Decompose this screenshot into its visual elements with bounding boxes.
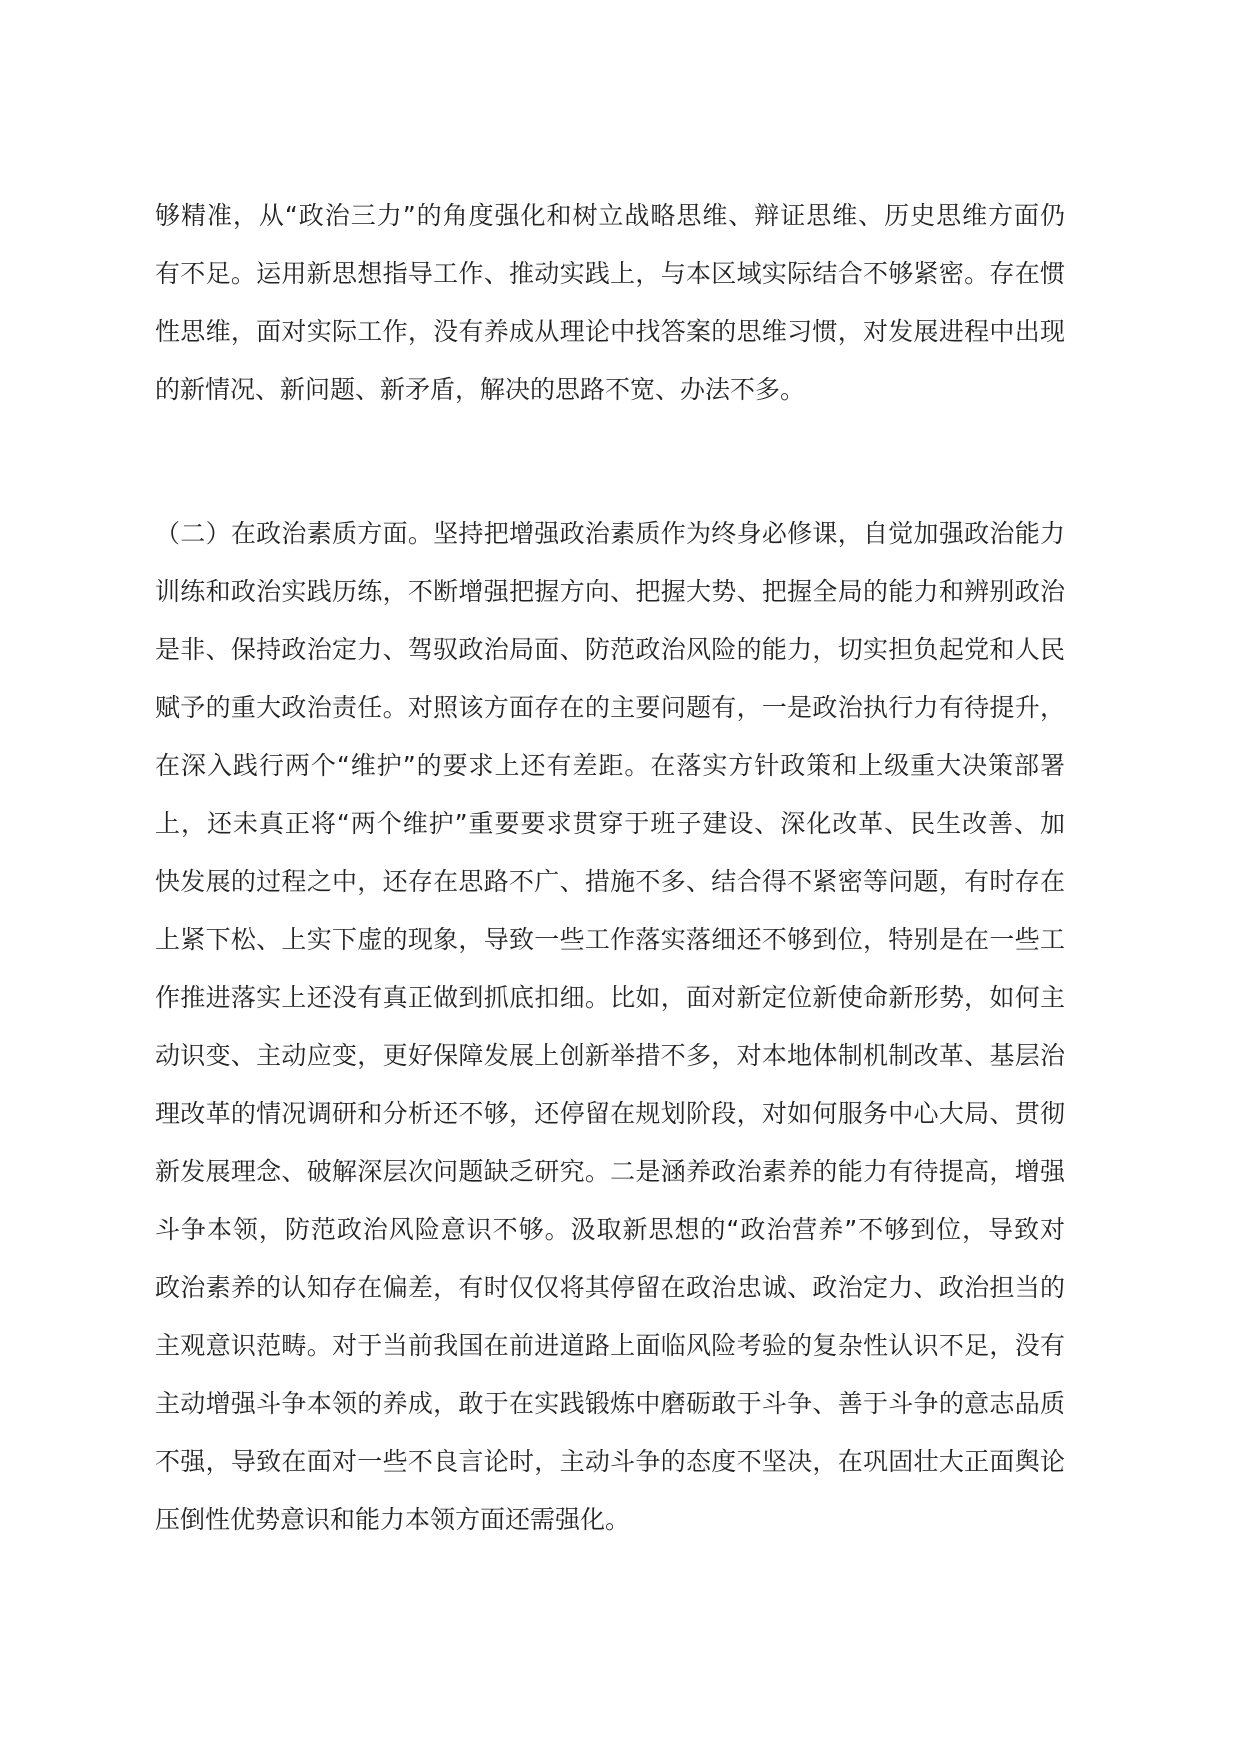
text-line: 新发展理念、破解深层次问题缺乏研究。二是涵养政治素养的能力有待提高，增强: [155, 1157, 1065, 1186]
text-line: （二）在政治素质方面。坚持把增强政治素质作为终身必修课，自觉加强政治能力: [155, 519, 1065, 548]
text-line: 在深入践行两个“维护”的要求上还有差距。在落实方针政策和上级重大决策部署: [155, 751, 1065, 780]
text-line: 赋予的重大政治责任。对照该方面存在的主要问题有，一是政治执行力有待提升，: [155, 693, 1065, 722]
text-line: 性思维，面对实际工作，没有养成从理论中找答案的思维习惯，对发展进程中出现: [155, 317, 1065, 346]
text-line: 斗争本领，防范政治风险意识不够。汲取新思想的“政治营养”不够到位，导致对: [155, 1215, 1065, 1244]
text-line: 理改革的情况调研和分析还不够，还停留在规划阶段，对如何服务中心大局、贯彻: [155, 1099, 1065, 1128]
text-line: 政治素养的认知存在偏差，有时仅仅将其停留在政治忠诚、政治定力、政治担当的: [155, 1273, 1065, 1302]
text-line: 主动增强斗争本领的养成，敢于在实践锻炼中磨砺敢于斗争、善于斗争的意志品质: [155, 1389, 1065, 1418]
text-line: 训练和政治实践历练，不断增强把握方向、把握大势、把握全局的能力和辨别政治: [155, 577, 1065, 606]
text-line: 不强，导致在面对一些不良言论时，主动斗争的态度不坚决，在巩固壮大正面舆论: [155, 1447, 1065, 1476]
paragraph-political-quality: [155, 505, 1065, 1549]
text-line: 动识变、主动应变，更好保障发展上创新举措不多，对本地体制机制改革、基层治: [155, 1041, 1065, 1070]
text-line: 够精准，从“政治三力”的角度强化和树立战略思维、辩证思维、历史思维方面仍: [155, 201, 1065, 230]
paragraph-thinking-issues: [155, 187, 1065, 419]
text-line: 作推进落实上还没有真正做到抓底扣细。比如，面对新定位新使命新形势，如何主: [155, 983, 1065, 1012]
text-line: 主观意识范畴。对于当前我国在前进道路上面临风险考验的复杂性认识不足，没有: [155, 1331, 1065, 1360]
text-line: 压倒性优势意识和能力本领方面还需强化。: [155, 1505, 631, 1534]
text-line: 有不足。运用新思想指导工作、推动实践上，与本区域实际结合不够紧密。存在惯: [155, 259, 1065, 288]
text-line: 是非、保持政治定力、驾驭政治局面、防范政治风险的能力，切实担负起党和人民: [155, 635, 1065, 664]
text-line: 上紧下松、上实下虚的现象，导致一些工作落实落细还不够到位，特别是在一些工: [155, 925, 1065, 954]
text-line: 的新情况、新问题、新矛盾，解决的思路不宽、办法不多。: [155, 375, 806, 404]
text-line: 快发展的过程之中，还存在思路不广、措施不多、结合得不紧密等问题，有时存在: [155, 867, 1065, 896]
text-line: 上，还未真正将“两个维护”重要要求贯穿于班子建设、深化改革、民生改善、加: [155, 809, 1065, 838]
